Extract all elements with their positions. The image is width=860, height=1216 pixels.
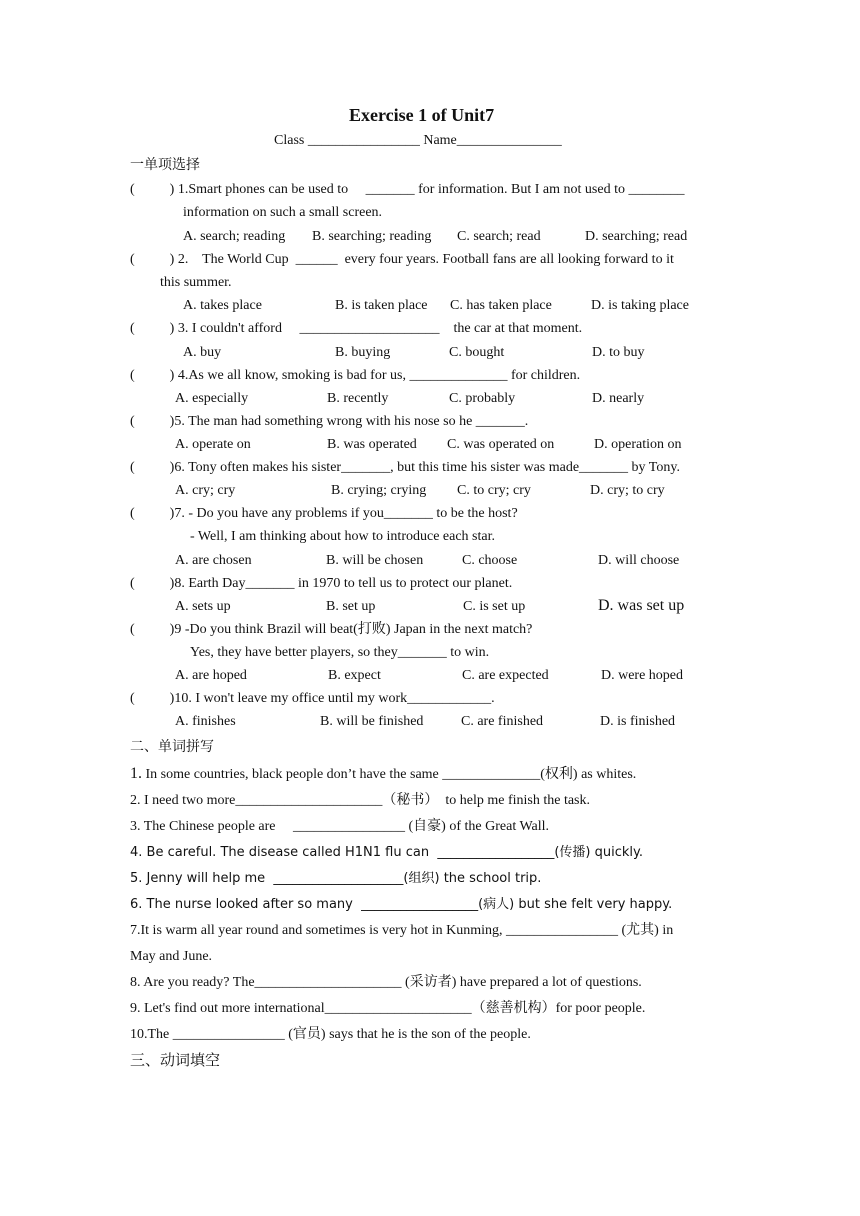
question-9-cont: Yes, they have better players, so they_______ to win.: [190, 645, 490, 660]
q2-option-a: A. takes place: [183, 298, 262, 313]
q10-option-c: C. are finished: [461, 714, 544, 729]
spelling-item-4: 4. Be careful. The disease called H1N1 flu can __________________(传播) quickly.: [130, 845, 643, 860]
question-1-cont: information on such a small screen.: [183, 205, 383, 220]
q5-option-c: C. was operated on: [447, 437, 555, 452]
q10-option-d: D. is finished: [600, 714, 676, 729]
spelling-item-8: 8. Are you ready? The_____________________ (采访者) have prepared a lot of questions.: [130, 975, 642, 990]
question-2-cont: this summer.: [160, 275, 232, 290]
q1-option-c: C. search; read: [457, 229, 541, 244]
question-8: ( )8. Earth Day_______ in 1970 to tell us to protect our planet.: [130, 576, 513, 591]
q1-option-b: B. searching; reading: [312, 229, 432, 244]
q8-option-d: D. was set up: [598, 597, 685, 614]
question-4: ( ) 4.As we all know, smoking is bad for us, ______________ for children.: [130, 368, 581, 383]
q8-option-b: B. set up: [326, 599, 376, 614]
class-name-line: Class ________________ Name_______________: [274, 133, 562, 148]
spelling-item-9: 9. Let's find out more international_____________________（慈善机构）for poor people.: [130, 1001, 646, 1016]
q5-option-b: B. was operated: [327, 437, 417, 452]
page-title: Exercise 1 of Unit7: [349, 105, 495, 125]
spelling-item-7: 7.It is warm all year round and sometimes is very hot in Kunming, ________________ (尤其) in: [130, 923, 674, 938]
q8-option-c: C. is set up: [463, 599, 526, 614]
q9-option-c: C. are expected: [462, 668, 549, 683]
q6-option-d: D. cry; to cry: [590, 483, 665, 498]
q9-option-a: A. are hoped: [175, 668, 247, 683]
question-10: ( )10. I won't leave my office until my work____________.: [130, 691, 495, 706]
spelling-item-6: 6. The nurse looked after so many __________________(病人) but she felt very happy.: [130, 897, 673, 912]
spelling-item-7-cont: May and June.: [130, 949, 213, 964]
spelling-item-1: [130, 765, 636, 784]
q8-option-a: A. sets up: [175, 599, 231, 614]
q6-option-a: A. cry; cry: [175, 483, 236, 498]
q6-option-b: B. crying; crying: [331, 483, 427, 498]
question-5: ( )5. The man had something wrong with his nose so he _______.: [130, 414, 529, 429]
spelling-item-5: 5. Jenny will help me ____________________(组织) the school trip.: [130, 871, 542, 886]
question-2: ( ) 2. The World Cup ______ every four years. Football fans are all looking forward to it: [130, 252, 674, 267]
question-7-cont: - Well, I am thinking about how to introduce each star.: [190, 529, 495, 544]
q9-option-d: D. were hoped: [601, 668, 684, 683]
q2-option-d: D. is taking place: [591, 298, 689, 313]
question-6: ( )6. Tony often makes his sister_______, but this time his sister was made_______ by Tony.: [130, 460, 680, 475]
q7-option-c: C. choose: [462, 553, 518, 568]
question-1: ( ) 1.Smart phones can be used to _______ for information. But I am not used to ________: [130, 182, 685, 197]
q3-option-a: A. buy: [183, 345, 222, 360]
spelling-item-2: 2. I need two more_____________________（秘书） to help me finish the task.: [130, 793, 590, 808]
question-3: ( ) 3. I couldn't afford ____________________ the car at that moment.: [130, 321, 583, 336]
q4-option-d: D. nearly: [592, 391, 645, 406]
q1-option-a: A. search; reading: [183, 229, 286, 244]
q7-option-d: D. will choose: [598, 553, 680, 568]
q4-option-b: B. recently: [327, 391, 389, 406]
spelling-item-10: 10.The ________________ (官员) says that he is the son of the people.: [130, 1027, 531, 1042]
section2-heading: 二、单词拼写: [130, 740, 214, 755]
q4-option-c: C. probably: [449, 391, 516, 406]
q10-option-a: A. finishes: [175, 714, 236, 729]
q7-option-a: A. are chosen: [175, 553, 252, 568]
q10-option-b: B. will be finished: [320, 714, 424, 729]
q9-option-b: B. expect: [328, 668, 381, 683]
q3-option-d: D. to buy: [592, 345, 645, 360]
spelling-item-1-text: In some countries, black people don’t have the same ______________(权利) as whites.: [142, 767, 637, 782]
q6-option-c: C. to cry; cry: [457, 483, 531, 498]
question-7: ( )7. - Do you have any problems if you_______ to be the host?: [130, 506, 518, 521]
spelling-item-3: 3. The Chinese people are ________________ (自豪) of the Great Wall.: [130, 819, 550, 834]
spelling-item-1-number: 1.: [130, 765, 142, 782]
q7-option-b: B. will be chosen: [326, 553, 424, 568]
q2-option-b: B. is taken place: [335, 298, 428, 313]
q2-option-c: C. has taken place: [450, 298, 552, 313]
q3-option-c: C. bought: [449, 345, 505, 360]
section1-heading: 一单项选择: [130, 158, 200, 173]
q3-option-b: B. buying: [335, 345, 391, 360]
q5-option-d: D. operation on: [594, 437, 682, 452]
q5-option-a: A. operate on: [175, 437, 251, 452]
section3-heading: 三、动词填空: [130, 1053, 221, 1069]
question-9: ( )9 -Do you think Brazil will beat(打败) Japan in the next match?: [130, 622, 533, 637]
q4-option-a: A. especially: [175, 391, 249, 406]
q1-option-d: D. searching; read: [585, 229, 688, 244]
